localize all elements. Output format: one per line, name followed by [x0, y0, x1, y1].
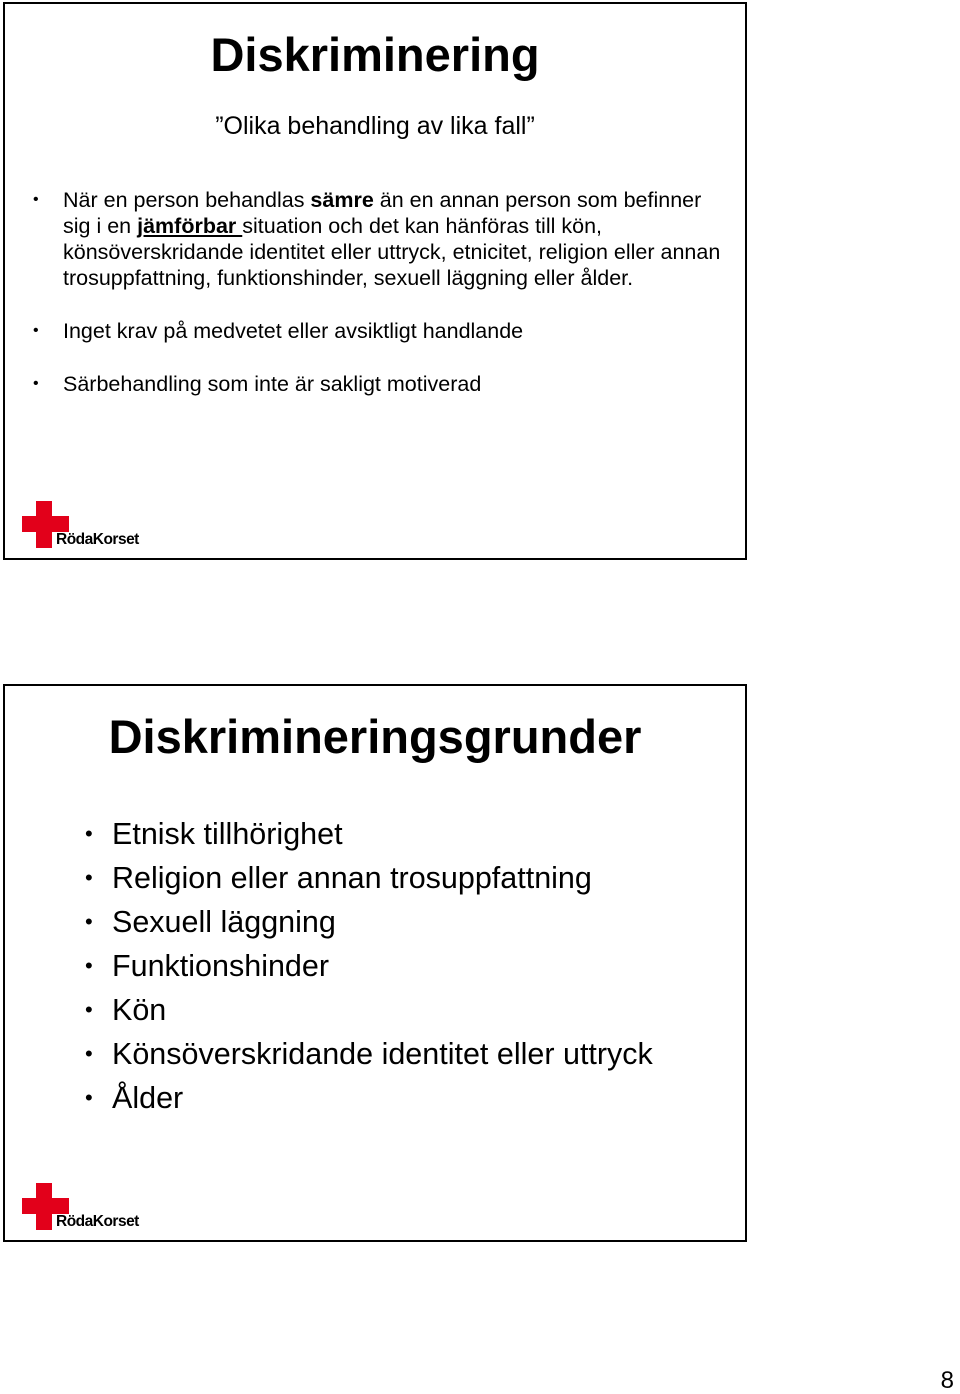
list-item-text: Etnisk tillhörighet	[112, 817, 343, 851]
list-item-text: Könsöverskridande identitet eller uttryck	[112, 1037, 653, 1071]
bullet-text: än en annan person som befinner sig i en	[63, 188, 702, 238]
bullet-dot: •	[85, 1085, 93, 1110]
slide-diskriminering	[3, 2, 747, 560]
bullet-emphasis-underlined: jämförbar	[137, 214, 243, 238]
list-item-text: Religion eller annan trosuppfattning	[112, 861, 592, 895]
bullet-emphasis: sämre	[310, 188, 374, 212]
bullet-dot: •	[33, 322, 39, 339]
roda-korset-logo	[22, 1183, 152, 1233]
list-item	[83, 948, 703, 984]
list-item-text: Kön	[112, 993, 167, 1027]
bullet-dot: •	[33, 375, 39, 392]
logo-text: RödaKorset	[56, 531, 139, 548]
bullet-item	[29, 318, 729, 344]
roda-korset-logo	[22, 501, 152, 551]
bullet-text: När en person behandlas	[63, 188, 311, 212]
list-item	[83, 904, 703, 940]
bullet-dot: •	[85, 865, 93, 890]
slide-diskrimineringsgrunder	[3, 684, 747, 1242]
bullet-text: situation och det kan hänföras till kön, könsöverskridande identitet eller uttryck, etnicitet, religion eller annan trosuppfattning, funktionshinder, sexuell läggning eller ålder.	[63, 214, 721, 290]
bullet-item	[29, 371, 729, 397]
logo-text: RödaKorset	[56, 1213, 139, 1230]
list-item-text: Sexuell läggning	[112, 905, 336, 939]
list-item	[83, 860, 703, 896]
list-item	[83, 1080, 703, 1116]
bullet-dot: •	[33, 191, 39, 208]
bullet-dot: •	[85, 1041, 93, 1066]
bullet-dot: •	[85, 821, 93, 846]
list-item-text: Funktionshinder	[112, 949, 330, 983]
list-item	[83, 816, 703, 852]
bullet-dot: •	[85, 909, 93, 934]
list-item	[83, 992, 703, 1028]
bullet-dot: •	[85, 953, 93, 978]
bullet-dot: •	[85, 997, 93, 1022]
bullet-text: Särbehandling som inte är sakligt motiverad	[63, 372, 482, 396]
slide-subtitle: ”Olika behandling av lika fall”	[215, 112, 535, 140]
page-number: 8	[940, 1367, 954, 1394]
slide-title: Diskrimineringsgrunder	[108, 710, 642, 763]
bullet-list	[29, 187, 729, 397]
bullet-list	[83, 816, 703, 1124]
list-item	[83, 1036, 703, 1072]
slide-title: Diskriminering	[210, 28, 540, 81]
bullet-text: Inget krav på medvetet eller avsiktligt handlande	[63, 319, 524, 343]
bullet-item	[29, 187, 729, 291]
list-item-text: Ålder	[112, 1081, 184, 1115]
